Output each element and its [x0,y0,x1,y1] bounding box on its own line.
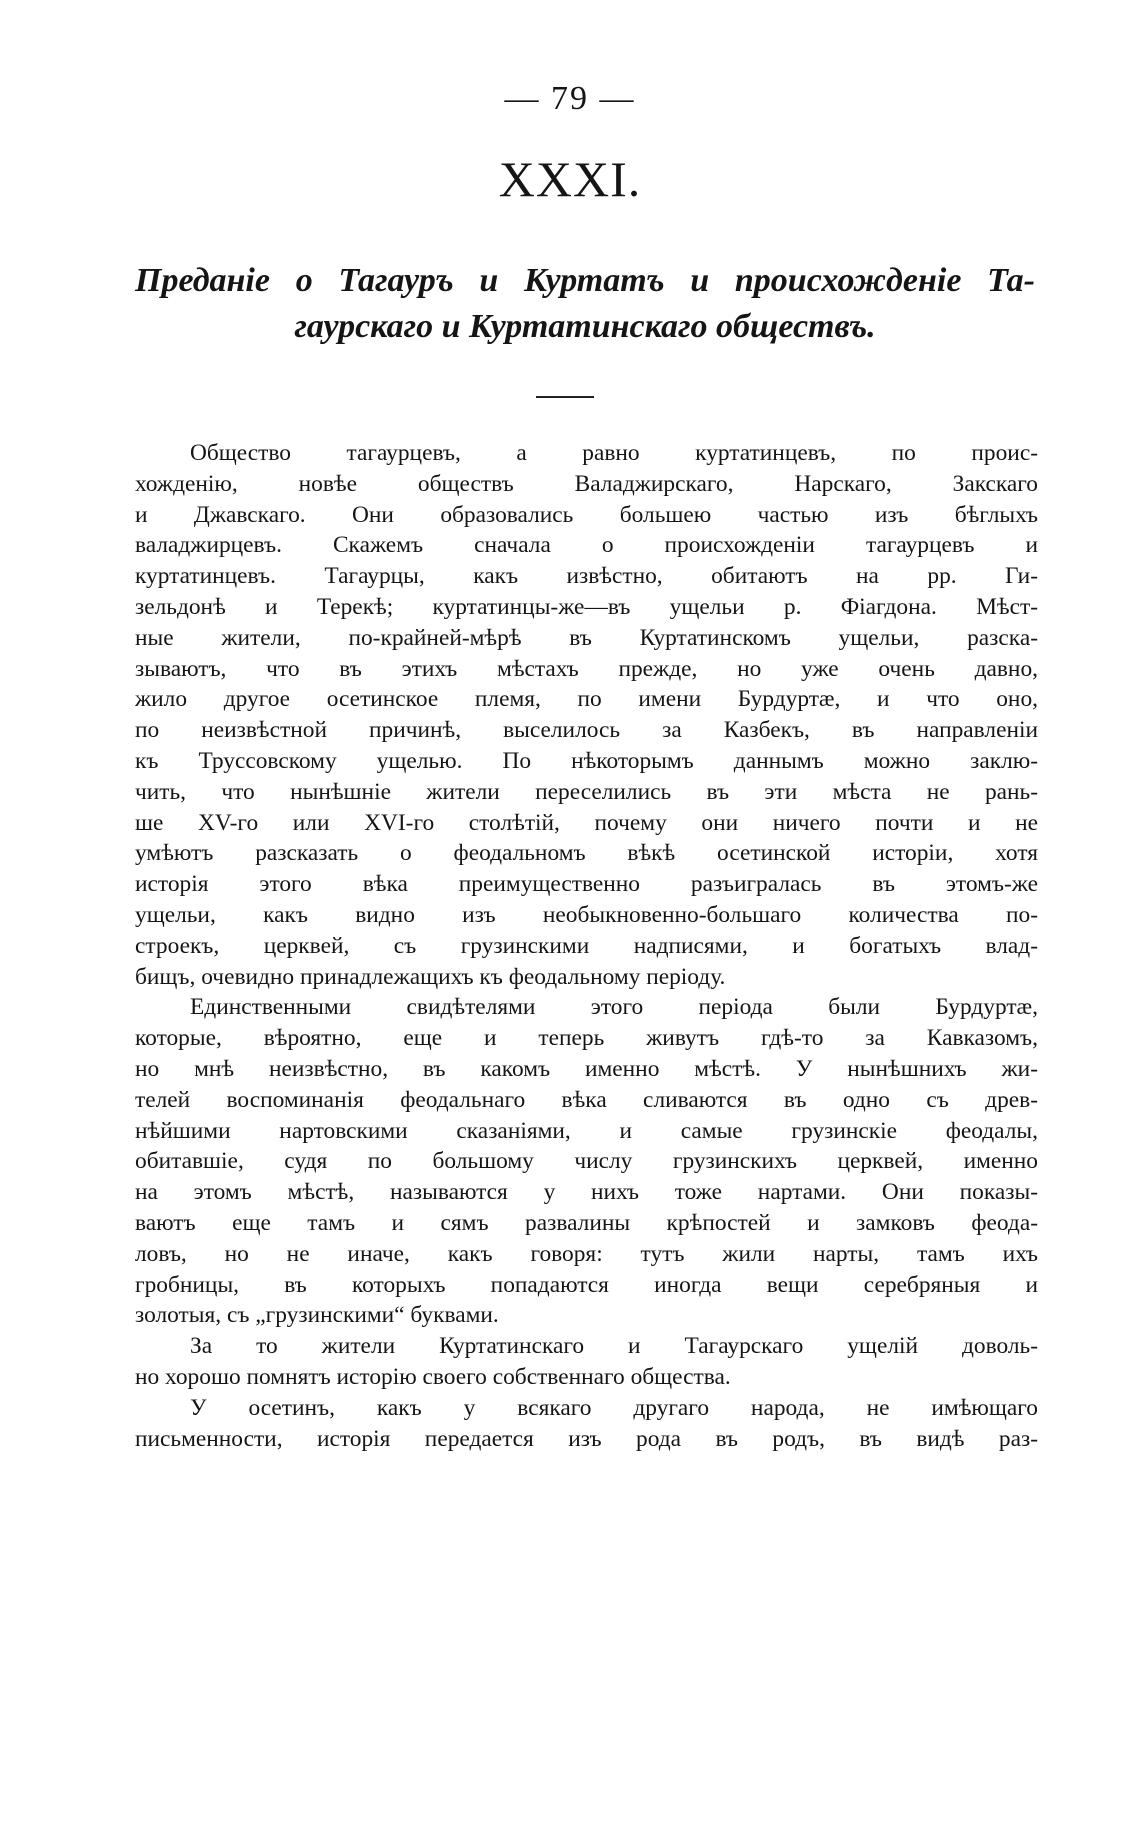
text-line: къ Труссовскому ущелью. По нѣкоторымъ даннымъ можно заклю- [135,747,1038,774]
text-line: ваютъ еще тамъ и сямъ развалины крѣпостей и замковъ феода- [135,1209,1038,1236]
text-line: умѣютъ разсказать о феодальномъ вѣкѣ осетинской исторіи, хотя [135,840,1038,867]
text-line: которые, вѣроятно, еще и теперь живутъ гдѣ-то за Кавказомъ, [135,1025,1038,1052]
text-line: За то жители Куртатинскаго и Тагаурскаго ущелій доволь- [190,1333,1038,1360]
text-line: телей воспоминанія феодальнаго вѣка сливаются въ одно съ древ- [135,1086,1038,1113]
text-line: Единственными свидѣтелями этого періода были Бурдуртæ, [190,994,1038,1021]
text-line: ущельи, какъ видно изъ необыкновенно-большаго количества по- [135,901,1038,928]
text-line: обитавшіе, судя по большому числу грузинскихъ церквей, именно [135,1148,1038,1175]
text-line: чить, что нынѣшніе жители переселились въ эти мѣста не рань- [135,778,1038,805]
text-line: но хорошо помнятъ исторію своего собственнаго общества. [135,1363,731,1390]
text-line: по неизвѣстной причинѣ, выселилось за Казбекъ, въ направленіи [135,717,1038,744]
chapter-title [135,258,1035,350]
text-line: золотыя, съ „грузинскими“ буквами. [135,1302,499,1329]
text-line: ше XV-го или XVI-го столѣтій, почему они ничего почти и не [135,809,1038,836]
body-text [135,438,1038,1454]
text-line: письменности, исторія передается изъ рода въ родъ, въ видѣ раз- [135,1425,1038,1452]
text-line: на этомъ мѣстѣ, называются у нихъ тоже нартами. Они показы- [135,1179,1038,1206]
text-line: зываютъ, что въ этихъ мѣстахъ прежде, но уже очень давно, [135,655,1038,682]
text-line: нѣйшими нартовскими сказаніями, и самые грузинскіе феодалы, [135,1117,1038,1144]
text-line: валаджирцевъ. Скажемъ сначала о происхожденіи тагаурцевъ и [135,532,1038,559]
text-line: зельдонѣ и Терекѣ; куртатинцы-же—въ ущельи р. Фіагдона. Мѣст- [135,593,1038,620]
text-line: гробницы, въ которыхъ попадаются иногда вещи серебряныя и [135,1271,1038,1298]
paragraph [135,992,1038,1331]
paragraph [135,1393,1038,1455]
chapter-title-line: гаурскаго и Куртатинскаго обществъ. [294,308,876,345]
text-line: строекъ, церквей, съ грузинскими надписями, и богатыхъ влад- [135,932,1038,959]
title-divider [536,396,594,398]
text-line: ловъ, но не иначе, какъ говоря: тутъ жили нарты, тамъ ихъ [135,1240,1038,1267]
text-line: жило другое осетинское племя, по имени Бурдуртæ, и что оно, [135,686,1038,713]
text-line: хожденію, новѣе обществъ Валаджирскаго, Нарскаго, Закскаго [135,470,1038,497]
text-line: Общество тагаурцевъ, а равно куртатинцевъ, по проис- [190,440,1038,466]
text-line: куртатинцевъ. Тагаурцы, какъ извѣстно, обитаютъ на рр. Ги- [135,563,1038,590]
paragraph [135,1331,1038,1393]
text-line: исторія этого вѣка преимущественно разъигралась въ этомъ-же [135,871,1038,898]
paragraph [135,438,1038,992]
text-line: бищъ, очевидно принадлежащихъ къ феодальному періоду. [135,963,726,990]
chapter-number: XXXI. [498,151,642,207]
text-line: но мнѣ неизвѣстно, въ какомъ именно мѣстѣ. У нынѣшнихъ жи- [135,1055,1038,1082]
text-line: и Джавскаго. Они образовались большею частью изъ бѣглыхъ [135,501,1038,528]
page-number: — 79 — [504,80,636,117]
text-line: ные жители, по-крайней-мѣрѣ въ Куртатинскомъ ущельи, разска- [135,624,1038,651]
chapter-title-line: Преданіе о Тагауръ и Куртатъ и происхожденіе Та- [135,262,1035,299]
text-line: У осетинъ, какъ у всякаго другаго народа, не имѣющаго [190,1394,1038,1421]
